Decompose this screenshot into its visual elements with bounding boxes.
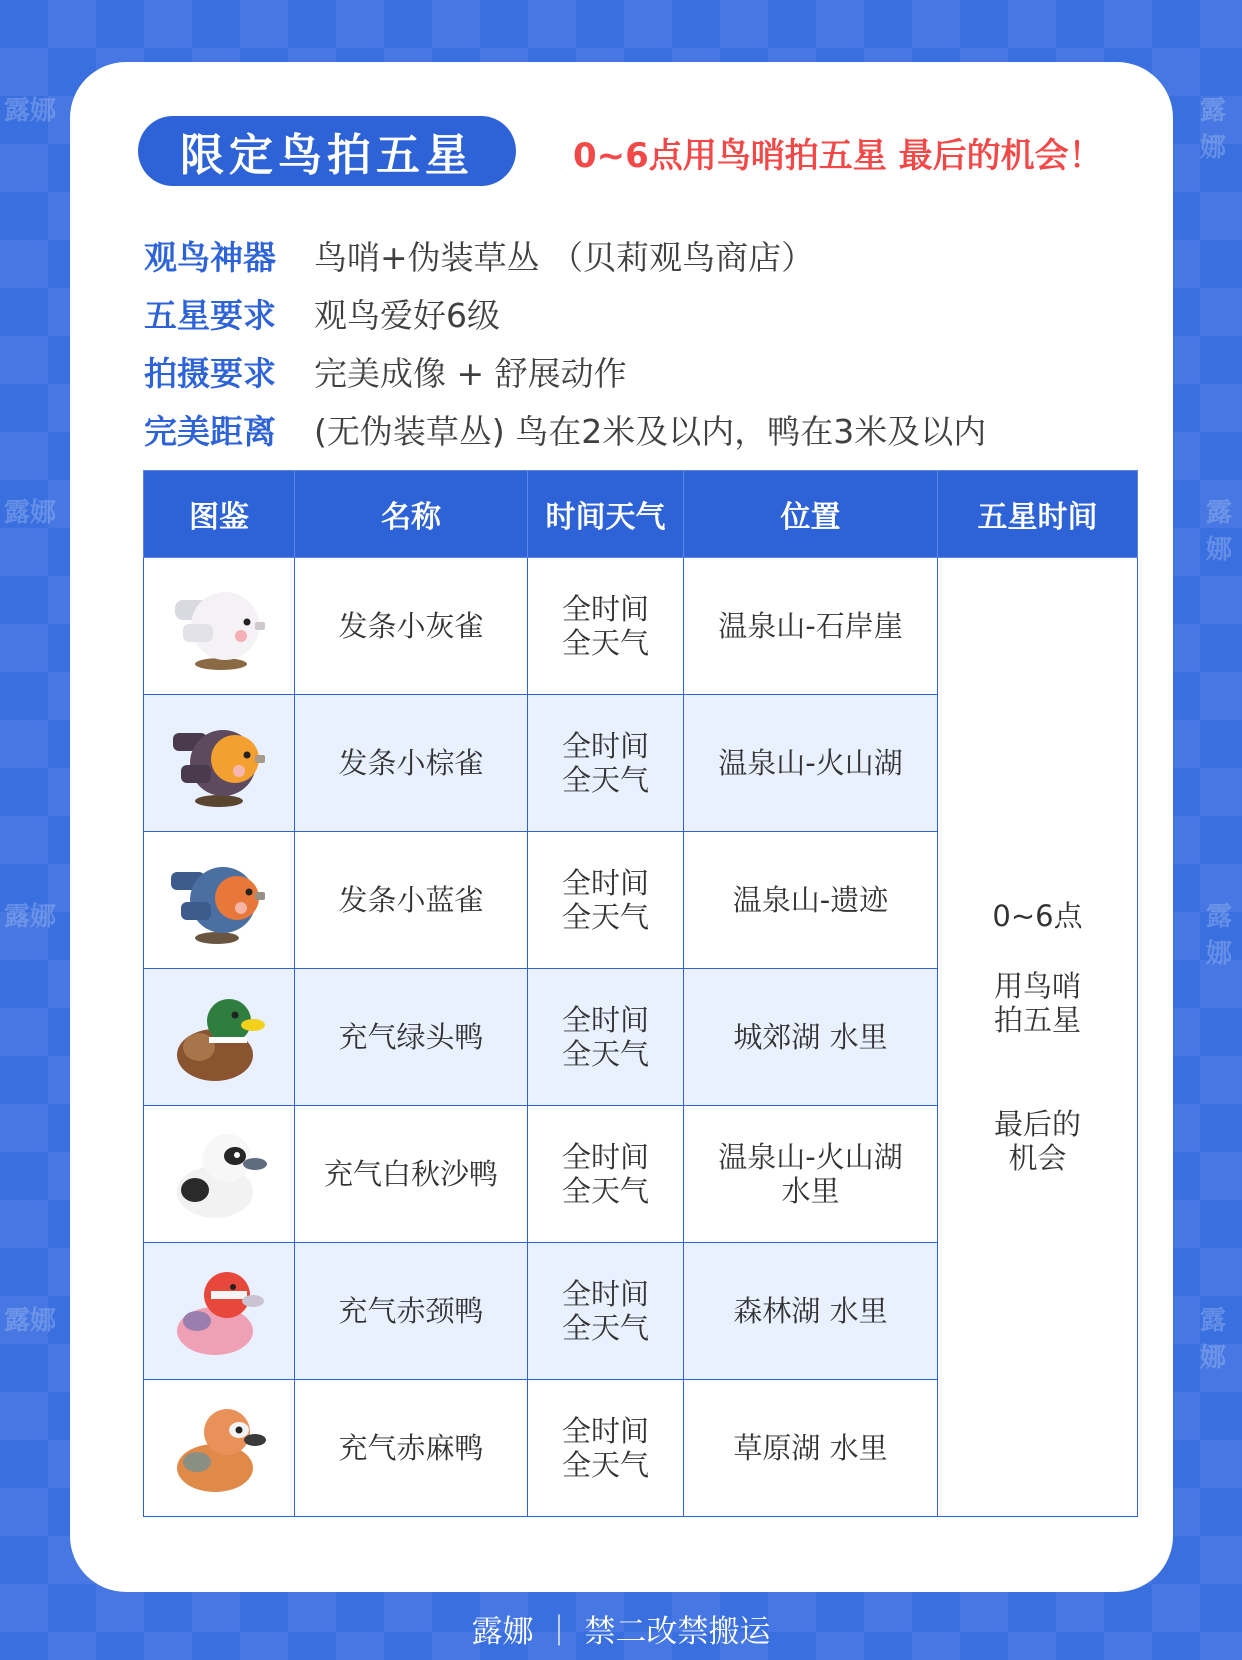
slogan: 0~6点用鸟哨拍五星 最后的机会！ — [573, 136, 1103, 176]
star-time-line: 0~6点 — [992, 899, 1083, 933]
weather-text: 全天气 — [561, 763, 649, 797]
location-cell: 温泉山-遗迹 — [684, 832, 938, 969]
info-label: 五星要求 — [144, 295, 276, 335]
watermark: 露娜 — [4, 498, 57, 528]
header-time-weather: 时间天气 — [528, 471, 684, 558]
bird-name: 充气绿头鸭 — [295, 969, 528, 1106]
bird-name: 充气赤颈鸭 — [295, 1243, 528, 1380]
info-value: 鸟哨+伪装草丛 （贝莉观鸟商店） — [314, 237, 815, 277]
header-icon: 图鉴 — [144, 471, 295, 558]
time-text: 全时间 — [561, 592, 649, 626]
location-cell: 温泉山-火山湖 — [684, 695, 938, 832]
star-time-line: 机会 — [1008, 1141, 1067, 1175]
weather-text: 全天气 — [561, 1037, 649, 1071]
watermark: 露娜 — [1200, 1306, 1227, 1373]
location-cell — [684, 1106, 938, 1243]
header-name: 名称 — [295, 471, 528, 558]
info-row-tool — [144, 226, 986, 284]
blue-sparrow-icon — [144, 832, 295, 969]
table-header-row — [144, 471, 1138, 558]
time-weather-cell — [528, 558, 684, 695]
star-time-line: 最后的 — [993, 1107, 1081, 1141]
time-weather-cell — [528, 1106, 684, 1243]
watermark: 露娜 — [4, 1306, 57, 1336]
watermark: 露娜 — [4, 902, 57, 932]
merganser-duck-icon — [144, 1106, 295, 1243]
info-row-shooting — [144, 342, 986, 400]
info-value: 观鸟爱好6级 — [314, 295, 500, 335]
page-title: 限定鸟拍五星 — [138, 116, 516, 186]
pochard-duck-icon — [144, 1243, 295, 1380]
time-weather-cell — [528, 1380, 684, 1517]
watermark: 露娜 — [1200, 96, 1227, 163]
info-row-requirement — [144, 284, 986, 342]
location-text: 水里 — [781, 1174, 840, 1208]
time-text: 全时间 — [561, 866, 649, 900]
time-weather-cell — [528, 969, 684, 1106]
bird-name: 充气赤麻鸭 — [295, 1380, 528, 1517]
footer-credit: 露娜 ｜ 禁二改禁搬运 — [471, 1614, 771, 1650]
weather-text: 全天气 — [561, 1174, 649, 1208]
info-list — [144, 226, 986, 458]
header-location: 位置 — [684, 471, 938, 558]
bird-name: 发条小蓝雀 — [295, 832, 528, 969]
header-star-time: 五星时间 — [938, 471, 1138, 558]
star-time-line: 拍五星 — [993, 1003, 1081, 1037]
location-cell: 草原湖 水里 — [684, 1380, 938, 1517]
time-text: 全时间 — [561, 1003, 649, 1037]
star-time-cell — [938, 558, 1138, 1517]
mallard-duck-icon — [144, 969, 295, 1106]
bird-name: 发条小棕雀 — [295, 695, 528, 832]
time-text: 全时间 — [561, 1140, 649, 1174]
watermark: 露娜 — [1206, 902, 1233, 969]
brown-sparrow-icon — [144, 695, 295, 832]
weather-text: 全天气 — [561, 626, 649, 660]
time-text: 全时间 — [561, 1277, 649, 1311]
table-row — [144, 558, 1138, 695]
gadwall-duck-icon — [144, 1380, 295, 1517]
location-cell: 温泉山-石岸崖 — [684, 558, 938, 695]
time-weather-cell — [528, 695, 684, 832]
time-weather-cell — [528, 832, 684, 969]
info-row-distance — [144, 400, 986, 458]
time-weather-cell — [528, 1243, 684, 1380]
bird-name: 充气白秋沙鸭 — [295, 1106, 528, 1243]
time-text: 全时间 — [561, 729, 649, 763]
location-cell: 城郊湖 水里 — [684, 969, 938, 1106]
watermark: 露娜 — [1206, 498, 1233, 565]
info-value: (无伪装草丛) 鸟在2米及以内，鸭在3米及以内 — [314, 411, 987, 451]
info-label: 完美距离 — [144, 411, 276, 451]
info-label: 拍摄要求 — [144, 353, 276, 393]
time-text: 全时间 — [561, 1414, 649, 1448]
info-value: 完美成像 + 舒展动作 — [314, 353, 627, 393]
weather-text: 全天气 — [561, 1448, 649, 1482]
star-time-line: 用鸟哨 — [993, 969, 1081, 1003]
location-cell: 森林湖 水里 — [684, 1243, 938, 1380]
bird-table — [143, 470, 1138, 1517]
location-text: 温泉山-火山湖 — [718, 1140, 903, 1174]
grey-sparrow-icon — [144, 558, 295, 695]
guide-card — [70, 62, 1173, 1592]
weather-text: 全天气 — [561, 1311, 649, 1345]
weather-text: 全天气 — [561, 900, 649, 934]
watermark: 露娜 — [4, 96, 57, 126]
bird-name: 发条小灰雀 — [295, 558, 528, 695]
info-label: 观鸟神器 — [144, 237, 276, 277]
